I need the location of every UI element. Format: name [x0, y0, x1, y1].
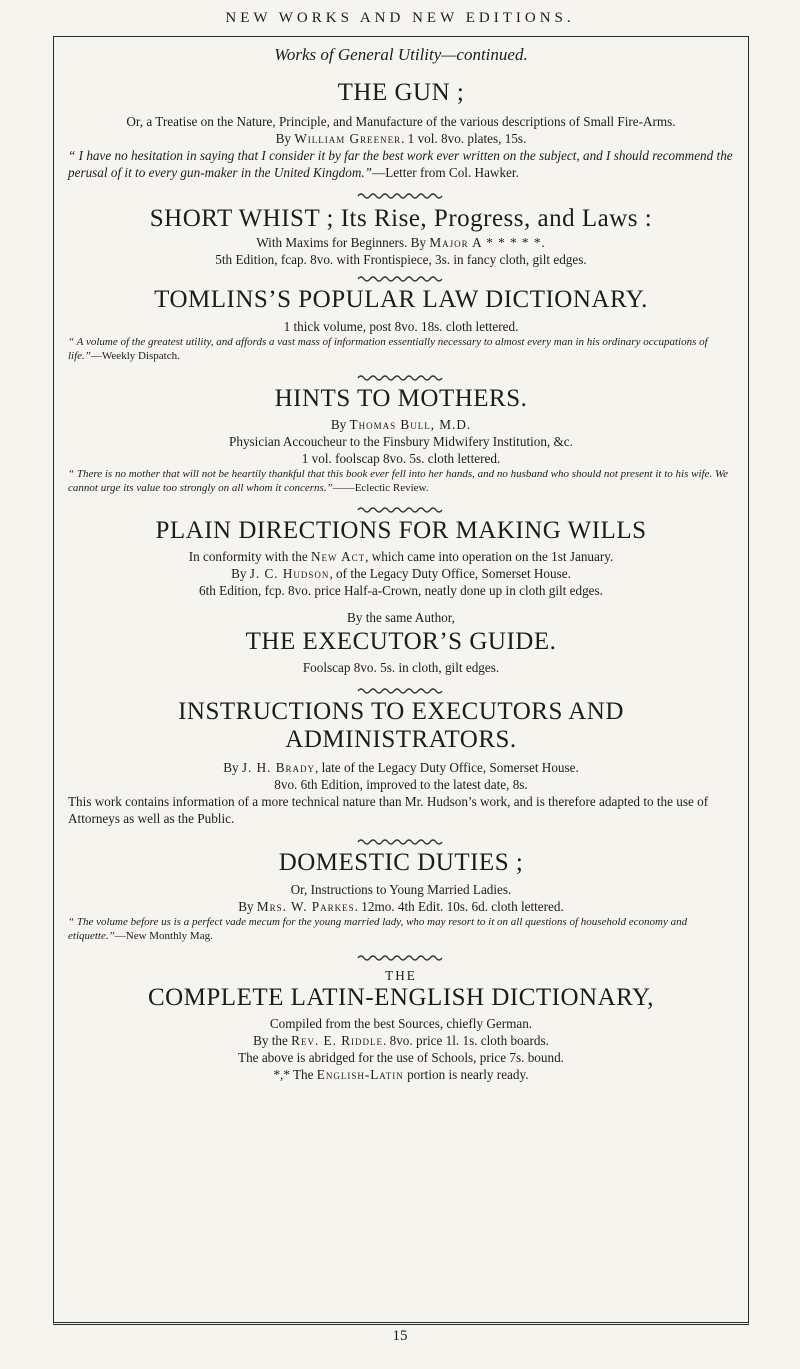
tomlins-quote-source: —Weekly Dispatch.	[90, 349, 180, 362]
wills-line2-suffix: , of the Legacy Duty Office, Somerset House.	[329, 565, 571, 581]
latin-line4-suffix: portion is nearly ready.	[403, 1067, 529, 1082]
wills-new-act: New Act	[311, 548, 366, 564]
wills-line-1	[68, 548, 734, 565]
wills-line-2	[68, 565, 734, 582]
wills-line1-suffix: , which came into operation on the 1st January.	[365, 548, 614, 564]
latin-line2-suffix: . 8vo. price 1l. 1s. cloth boards.	[383, 1033, 549, 1048]
title-short-whist: SHORT WHIST ; Its Rise, Progress, and Laws :	[149, 204, 653, 232]
wavy-divider-ornament	[356, 505, 446, 515]
title-latin-english-dictionary: COMPLETE LATIN-ENGLISH DICTIONARY,	[147, 983, 655, 1011]
wills-line-3: 6th Edition, fcp. 8vo. price Half-a-Crown, neatly done up in cloth gilt edges.	[199, 582, 603, 598]
wills-line2-prefix: By	[231, 565, 250, 581]
title-instructions-line-2: ADMINISTRATORS.	[285, 725, 517, 753]
instructions-line-3: This work contains information of a more technical nature than Mr. Hudson’s work, and is therefore adapted to the use of Attorneys as well as the Public.	[68, 794, 709, 826]
latin-line4-prefix: *,* The	[273, 1067, 317, 1082]
title-domestic-duties: DOMESTIC DUTIES ;	[278, 849, 524, 876]
title-executors-guide: THE EXECUTOR’S GUIDE.	[245, 627, 557, 655]
page-frame	[53, 36, 749, 1325]
domestic-line-2	[68, 898, 734, 915]
wavy-divider-ornament	[356, 953, 446, 963]
executor-line-1: Foolscap 8vo. 5s. in cloth, gilt edges.	[302, 660, 500, 675]
latin-portion: English-Latin	[316, 1067, 404, 1082]
domestic-author: Mrs. W. Parkes	[256, 898, 355, 914]
whist-line-1	[68, 234, 734, 251]
page-number: 15	[392, 1328, 408, 1344]
whist-line-2: 5th Edition, fcap. 8vo. with Frontispiece, 3s. in fancy cloth, gilt edges.	[215, 252, 587, 267]
title-the-gun: THE GUN ;	[337, 79, 465, 106]
entry-making-wills	[68, 517, 734, 626]
wavy-divider-ornament	[356, 373, 446, 383]
gun-quote-text: “ I have no hesitation in saying that I consider it by far the best work ever written on the subject, and I should recommend the perusal of it to every gun-maker in the United Kingdom.”	[68, 147, 733, 180]
hints-line-3: 1 vol. foolscap 8vo. 5s. cloth lettered.	[301, 451, 501, 466]
tomlins-quote	[68, 335, 734, 363]
hints-quote	[68, 467, 734, 495]
hints-line-2: Physician Accoucheur to the Finsbury Midwifery Institution, &c.	[229, 434, 573, 449]
latin-author: Rev. E. Riddle	[291, 1033, 383, 1048]
latin-line2-prefix: By the	[253, 1033, 292, 1048]
section-heading: Works of General Utility—continued.	[274, 45, 528, 64]
hints-author-prefix: By	[330, 417, 350, 432]
domestic-line2-prefix: By	[238, 898, 257, 914]
title-making-wills: PLAIN DIRECTIONS FOR MAKING WILLS	[155, 517, 647, 544]
instructions-author: J. H. Brady	[241, 760, 316, 775]
title-instructions-line-1: INSTRUCTIONS TO EXECUTORS AND	[178, 698, 624, 725]
running-head: NEW WORKS AND NEW EDITIONS.	[225, 10, 575, 26]
gun-quote	[68, 147, 734, 181]
hints-author-line	[68, 416, 734, 433]
instructions-line-1	[68, 759, 734, 776]
title-hints-to-mothers: HINTS TO MOTHERS.	[274, 384, 528, 412]
wavy-divider-ornament	[356, 191, 446, 201]
entry-latin-english-dictionary	[68, 967, 734, 1084]
gun-author: William Greener	[294, 130, 402, 146]
tomlins-line-1: 1 thick volume, post 8vo. 18s. cloth lettered.	[283, 318, 519, 334]
entry-instructions-to-executors	[68, 698, 734, 827]
instructions-line-2: 8vo. 6th Edition, improved to the latest date, 8s.	[274, 777, 528, 792]
gun-subtitle: Or, a Treatise on the Nature, Principle, and Manufacture of the various descriptions of Small Fire-Arms.	[126, 113, 676, 129]
latin-line-4	[68, 1066, 734, 1083]
entry-tomlins-law-dictionary	[68, 286, 734, 363]
wavy-divider-ornament	[356, 837, 446, 847]
instructions-line1-suffix: , late of the Legacy Duty Office, Somerset House.	[315, 760, 579, 775]
wavy-divider-ornament	[356, 274, 446, 284]
entry-short-whist	[68, 205, 734, 269]
whist-author: Major A * * * * *.	[429, 235, 546, 250]
title-tomlins: TOMLINS’S POPULAR LAW DICTIONARY.	[154, 286, 648, 313]
entry-the-gun	[68, 79, 734, 181]
entry-hints-to-mothers	[68, 385, 734, 496]
domestic-quote-text: “ The volume before us is a perfect vade mecum for the young married lady, who may resort to it on all questions of household economy and etiquette.”	[68, 915, 688, 942]
hints-quote-source: ——Eclectic Review.	[332, 482, 429, 494]
wills-line1-prefix: In conformity with the	[188, 548, 312, 564]
domestic-quote-source: —New Monthly Mag.	[114, 929, 213, 942]
hints-quote-text: “ There is no mother that will not be heartily thankful that this book ever fell into her hands, and no husband who should not present it to his wife. We cannot urge its value too strongly on all whom it concerns.”	[68, 468, 728, 494]
latin-pre-title: THE	[385, 967, 417, 983]
latin-line-3: The above is abridged for the use of Schools, price 7s. bound.	[238, 1050, 564, 1065]
domestic-line-1: Or, Instructions to Young Married Ladies.	[290, 881, 512, 897]
hints-author: Thomas Bull, M.D.	[349, 417, 472, 432]
gun-details: . 1 vol. 8vo. plates, 15s.	[401, 130, 527, 146]
domestic-quote	[68, 915, 734, 943]
gun-quote-source: —Letter from Col. Hawker.	[372, 164, 519, 180]
domestic-line2-suffix: . 12mo. 4th Edit. 10s. 6d. cloth lettered.	[354, 898, 564, 914]
wills-line-4: By the same Author,	[347, 609, 455, 625]
entry-domestic-duties	[68, 849, 734, 943]
gun-author-prefix: By	[275, 130, 295, 146]
instructions-line1-prefix: By	[223, 760, 242, 775]
latin-line-1: Compiled from the best Sources, chiefly German.	[269, 1016, 533, 1031]
whist-line1-prefix: With Maxims for Beginners. By	[256, 235, 430, 250]
wavy-divider-ornament	[356, 686, 446, 696]
wills-author: J. C. Hudson	[249, 565, 330, 581]
gun-author-line	[68, 130, 734, 147]
entry-executors-guide	[68, 628, 734, 677]
latin-line-2	[68, 1032, 734, 1049]
tomlins-quote-text: “ A volume of the greatest utility, and affords a vast mass of information essentially necessary to almost every man in his ordinary occupations of life.”	[68, 335, 708, 362]
